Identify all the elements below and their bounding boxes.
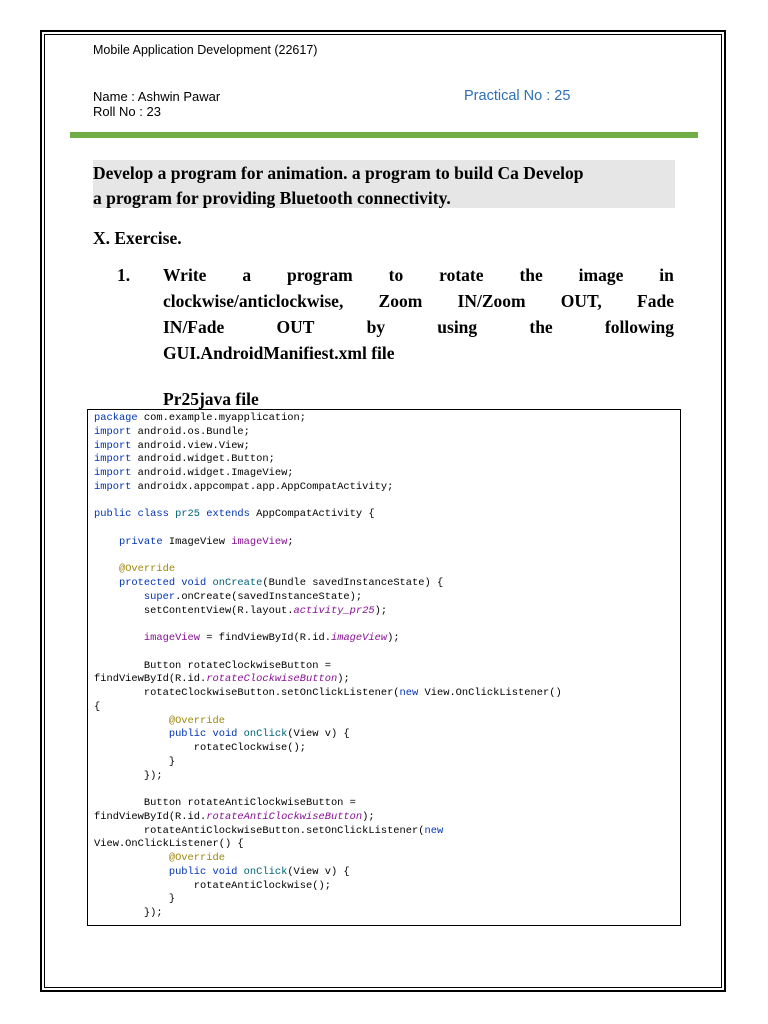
code-line xyxy=(94,756,562,770)
code-line xyxy=(94,673,562,687)
code-token: findViewById(R.id. xyxy=(94,673,207,686)
code-token: import xyxy=(94,480,132,493)
code-token: (View v) { xyxy=(287,728,350,741)
code-line xyxy=(94,508,562,522)
question-word: a xyxy=(242,265,252,285)
code-token: Button rotateClockwiseButton = xyxy=(94,659,331,672)
code-line xyxy=(94,742,562,756)
question-word: the xyxy=(519,265,543,285)
aim-line-1: Develop a program for animation. a program to build Ca Develop xyxy=(93,163,584,183)
code-token: imageView xyxy=(330,632,388,644)
question-word: rotate xyxy=(439,265,484,285)
code-token: }); xyxy=(94,907,163,919)
code-token: public void xyxy=(168,728,244,741)
code-line xyxy=(94,453,562,467)
code-line xyxy=(94,536,562,550)
code-token: extends xyxy=(206,508,257,521)
question-word: program xyxy=(286,265,353,285)
code-token: onClick xyxy=(243,865,288,878)
code-token: activity_pr25 xyxy=(293,604,375,617)
aim-statement xyxy=(93,161,679,211)
code-token: androidx.appcompat.app.AppCompatActivity; xyxy=(131,480,394,493)
code-token: View.OnClickListener() { xyxy=(94,838,244,851)
code-line xyxy=(94,866,562,880)
code-line xyxy=(94,728,562,742)
header-divider xyxy=(70,132,698,138)
code-token: new xyxy=(424,824,444,837)
question-word: OUT xyxy=(276,317,315,337)
practical-number: Practical No : 25 xyxy=(464,88,571,104)
code-token: }); xyxy=(94,769,163,782)
code-token: android.os.Bundle; xyxy=(131,425,250,438)
code-token: Button rotateAntiClockwiseButton = xyxy=(94,797,356,809)
question-word: Zoom xyxy=(378,291,423,311)
code-token: (Bundle savedInstanceState) { xyxy=(262,577,444,589)
code-line xyxy=(94,880,562,894)
code-token: public void xyxy=(168,865,244,878)
aim-line-2: a program for providing Bluetooth connectivity. xyxy=(93,188,451,208)
code-token: imageView xyxy=(231,535,288,548)
code-token: @Override xyxy=(118,563,176,576)
question-word: OUT, xyxy=(560,291,602,311)
course-title: Mobile Application Development (22617) xyxy=(93,43,318,57)
question-number: 1. xyxy=(117,265,131,285)
code-line xyxy=(94,825,562,839)
code-token: } xyxy=(94,755,176,768)
code-line xyxy=(94,687,562,701)
code-line xyxy=(94,563,562,577)
code-token: View.OnClickListener() xyxy=(424,687,562,699)
code-token: super xyxy=(143,590,176,603)
question-word: IN/Fade xyxy=(163,317,225,337)
code-token: rotateClockwiseButton xyxy=(206,673,338,686)
code-token: rotateAntiClockwiseButton.setOnClickListener( xyxy=(94,824,425,837)
code-line xyxy=(94,852,562,866)
code-token: imageView xyxy=(143,632,201,644)
question-word: the xyxy=(529,317,553,337)
code-line xyxy=(94,797,562,811)
code-line xyxy=(94,426,562,440)
code-line xyxy=(94,618,562,632)
code-token: import xyxy=(94,467,132,479)
code-token xyxy=(94,715,169,727)
code-token: onClick xyxy=(243,728,288,741)
question-word: by xyxy=(366,317,386,337)
code-token: } xyxy=(94,893,176,906)
code-token: rotateClockwise(); xyxy=(94,742,307,754)
question-word: Fade xyxy=(637,291,674,311)
code-line xyxy=(94,522,562,536)
code-token: private xyxy=(118,535,169,548)
code-line xyxy=(94,605,562,619)
code-line xyxy=(94,481,562,495)
code-line xyxy=(94,660,562,674)
code-token: ); xyxy=(337,673,350,686)
code-token: ); xyxy=(387,632,400,644)
code-token: findViewById(R.id. xyxy=(94,810,207,823)
code-line xyxy=(94,467,562,481)
question-word: GUI.AndroidManifiest.xml file xyxy=(163,343,395,363)
code-token: .onCreate(savedInstanceState); xyxy=(175,590,363,603)
question-line xyxy=(163,288,674,314)
code-token: rotateClockwiseButton.setOnClickListener( xyxy=(94,687,400,699)
question-line xyxy=(163,262,674,288)
code-token: ImageView xyxy=(168,535,232,548)
code-token: setContentView(R.layout. xyxy=(94,604,294,617)
code-line xyxy=(94,783,562,797)
code-block xyxy=(87,409,681,926)
code-line xyxy=(94,770,562,784)
question-line xyxy=(163,314,674,340)
code-token: import xyxy=(94,453,132,466)
code-token: import xyxy=(94,439,132,452)
code-listing xyxy=(94,412,562,921)
code-token: ); xyxy=(362,810,375,823)
code-token xyxy=(94,577,119,589)
code-line xyxy=(94,646,562,660)
code-token: @Override xyxy=(168,714,225,727)
roll-number: Roll No : 23 xyxy=(93,104,161,119)
code-line xyxy=(94,550,562,564)
code-token xyxy=(94,563,119,575)
question-word: IN/Zoom xyxy=(457,291,526,311)
code-token: new xyxy=(399,687,425,699)
code-line xyxy=(94,701,562,715)
question-word: using xyxy=(437,317,478,337)
code-token: (View v) { xyxy=(287,865,350,878)
code-token xyxy=(94,591,144,603)
question-word: to xyxy=(388,265,404,285)
code-line xyxy=(94,893,562,907)
code-line xyxy=(94,495,562,509)
student-name: Name : Ashwin Pawar xyxy=(93,89,221,104)
code-token: com.example.myapplication; xyxy=(137,412,307,424)
code-token: onCreate xyxy=(212,577,263,589)
code-line xyxy=(94,811,562,825)
code-line xyxy=(94,440,562,454)
code-line xyxy=(94,907,562,921)
question-word: image xyxy=(578,265,624,285)
code-token: android.widget.ImageView; xyxy=(131,467,294,479)
code-token: = findViewById(R.id. xyxy=(200,632,331,644)
code-token: rotateAntiClockwiseButton xyxy=(206,810,363,823)
code-token: package xyxy=(94,412,138,424)
code-token xyxy=(94,728,169,740)
code-token: ; xyxy=(287,535,294,548)
code-token: ); xyxy=(374,604,388,617)
code-line xyxy=(94,838,562,852)
question-word: Write xyxy=(163,265,207,285)
code-token xyxy=(94,632,144,644)
question-word: in xyxy=(659,265,674,285)
code-token: protected void xyxy=(118,577,213,589)
question-word: clockwise/anticlockwise, xyxy=(163,291,344,311)
code-line xyxy=(94,412,562,426)
code-token: { xyxy=(94,700,101,713)
code-token xyxy=(94,866,169,878)
code-token: rotateAntiClockwise(); xyxy=(94,879,331,892)
exercise-heading: X. Exercise. xyxy=(93,228,182,248)
code-token: AppCompatActivity { xyxy=(256,508,375,521)
code-token: import xyxy=(94,425,132,438)
code-token: @Override xyxy=(168,852,225,864)
code-token: android.view.View; xyxy=(131,439,250,452)
code-token: android.widget.Button; xyxy=(131,453,275,466)
question-word: following xyxy=(604,317,674,337)
question-text xyxy=(163,262,674,366)
code-token xyxy=(94,852,169,864)
code-line xyxy=(94,577,562,591)
code-token: pr25 xyxy=(175,508,207,521)
code-line xyxy=(94,591,562,605)
question-line xyxy=(163,340,674,366)
code-line xyxy=(94,632,562,646)
code-line xyxy=(94,715,562,729)
code-token xyxy=(94,536,119,548)
code-token: public class xyxy=(94,508,176,521)
file-label: Pr25java file xyxy=(163,389,259,409)
